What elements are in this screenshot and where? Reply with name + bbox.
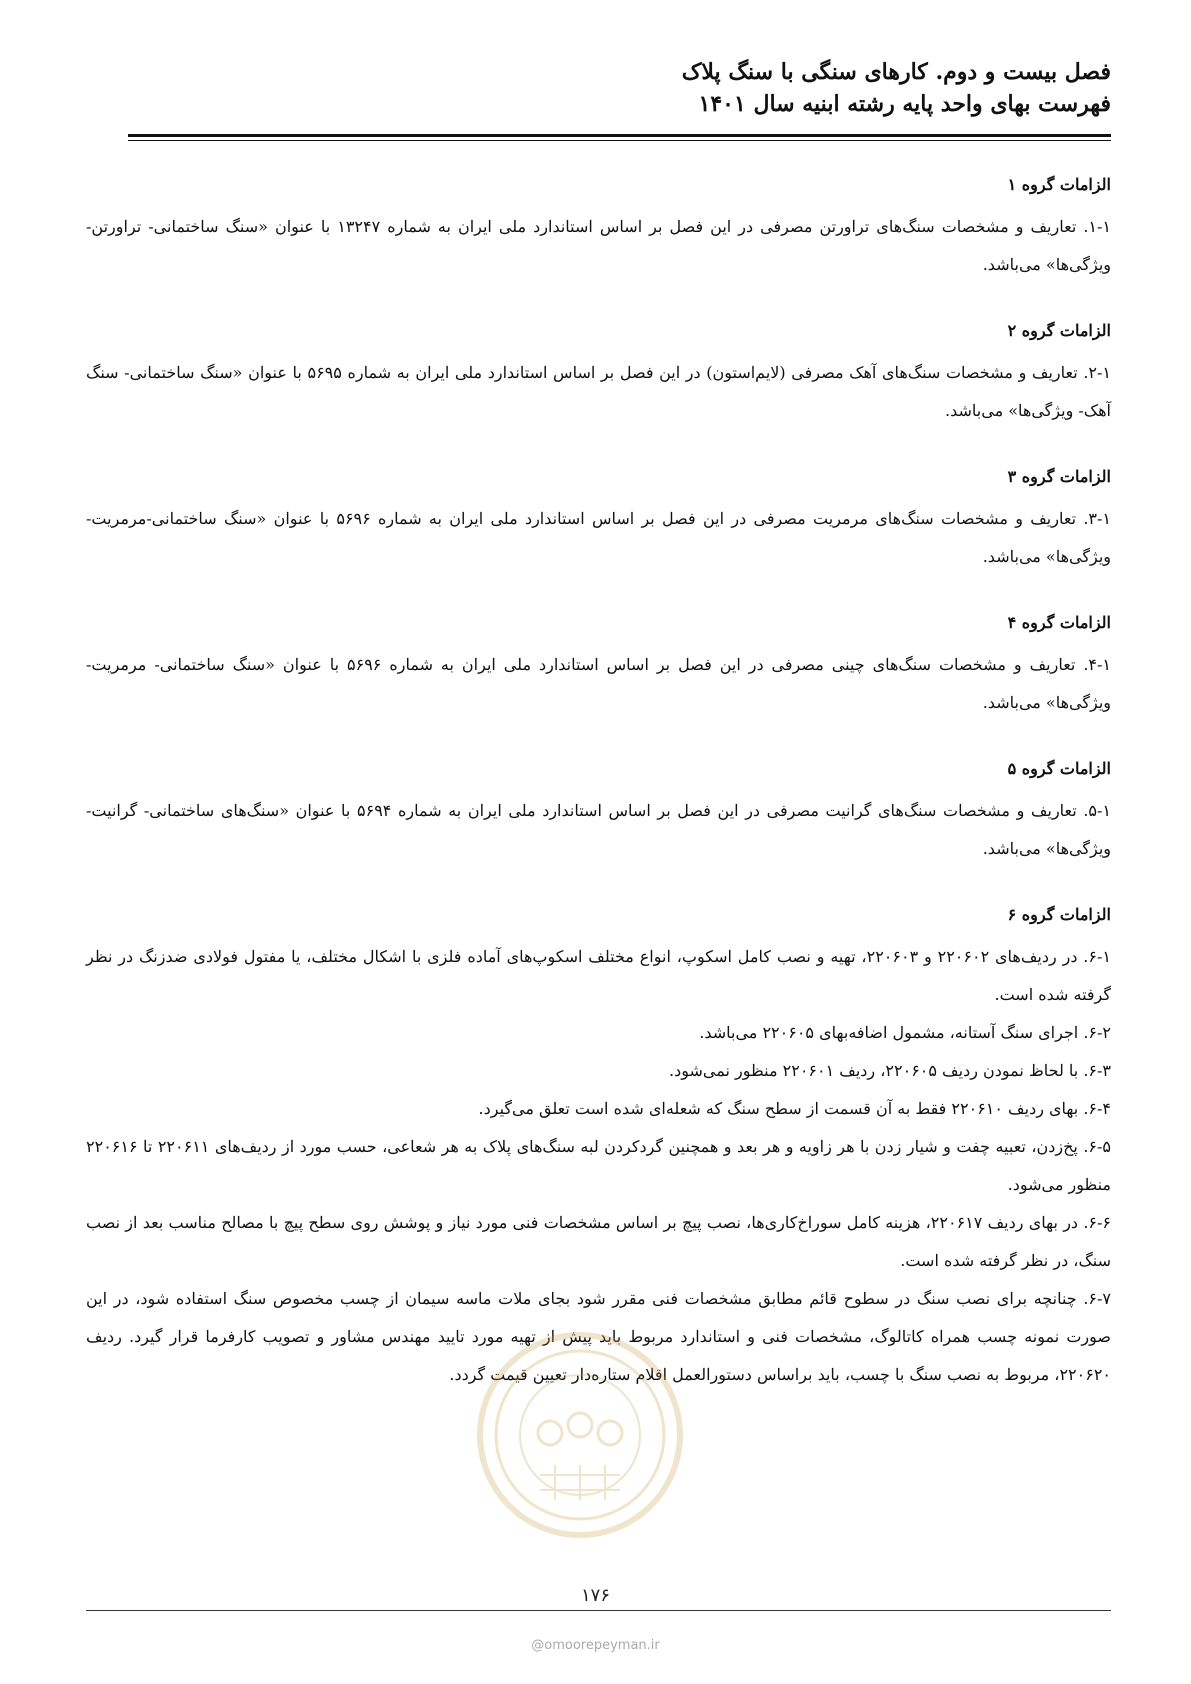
chapter-title: فصل بیست و دوم. کارهای سنگی با سنگ پلاک [681, 59, 1111, 85]
header-rule-thick [128, 134, 1111, 137]
section-group-3 [86, 462, 1111, 576]
section-heading: الزامات گروه ۱ [1007, 175, 1111, 194]
price-list-title: فهرست بهای واحد پایه رشته ابنیه سال ۱۴۰۱ [698, 91, 1111, 117]
section-group-1 [86, 170, 1111, 284]
section-heading: الزامات گروه ۴ [1007, 613, 1111, 632]
watermark-handle: @omoorepeyman.ir [531, 1638, 660, 1653]
requirement-paragraph: ۶-۷. چنانچه برای نصب سنگ در سطوح قائم مطابق مشخصات فنی مقرر شود بجای ملات ماسه سیمان از چسب مخصوص سنگ استفاده شود، در این صورت نمونه چسب همراه کاتالوگ، مشخصات فنی و استاندارد مربوط باید پیش از تهیه مورد تایید مهندس مشاور و تصویب کارفرما قرار گیرد. ردیف ۲۲۰۶۲۰، مربوط به نصب سنگ با چسب، باید براساس دستورالعمل اقلام ستاره‌دار تعیین قیمت گردد. [86, 1289, 1111, 1384]
section-group-2 [86, 316, 1111, 430]
requirement-paragraph: ۲-۱. تعاریف و مشخصات سنگ‌های آهک مصرفی (لایم‌استون) در این فصل بر اساس استاندارد ملی ایران به شماره ۵۶۹۵ با عنوان «سنگ ساختمانی- سنگ آهک- ویژگی‌ها» می‌باشد. [86, 363, 1111, 420]
requirement-paragraph: ۵-۱. تعاریف و مشخصات سنگ‌های گرانیت مصرفی در این فصل بر اساس استاندارد ملی ایران به شماره ۵۶۹۴ با عنوان «سنگ‌های ساختمانی- گرانیت- ویژگی‌ها» می‌باشد. [86, 801, 1112, 858]
footer-rule [86, 1610, 1111, 1611]
requirement-paragraph: ۶-۱. در ردیف‌های ۲۲۰۶۰۲ و ۲۲۰۶۰۳، تهیه و نصب کامل اسکوپ، انواع مختلف اسکوپ‌های آماده فلزی با اشکال مختلف، یا مفتول فولادی ضدزنگ در نظر گرفته شده است. [86, 947, 1111, 1004]
section-heading: الزامات گروه ۳ [1007, 467, 1111, 486]
section-heading: الزامات گروه ۵ [1007, 759, 1111, 778]
requirement-paragraph: ۶-۲. اجرای سنگ آستانه، مشمول اضافه‌بهای ۲۲۰۶۰۵ می‌باشد. [699, 1023, 1111, 1042]
requirement-paragraph: ۱-۱. تعاریف و مشخصات سنگ‌های تراورتن مصرفی در این فصل بر اساس استاندارد ملی ایران به شماره ۱۳۲۴۷ با عنوان «سنگ ساختمانی- تراورتن- ویژگی‌ها» می‌باشد. [86, 217, 1111, 274]
section-group-4 [86, 608, 1111, 722]
page-header [128, 56, 1111, 120]
section-heading: الزامات گروه ۶ [1007, 905, 1111, 924]
requirement-paragraph: ۴-۱. تعاریف و مشخصات سنگ‌های چینی مصرفی در این فصل بر اساس استاندارد ملی ایران به شماره ۵۶۹۶ با عنوان «سنگ ساختمانی- مرمریت- ویژگی‌ها» می‌باشد. [86, 655, 1112, 712]
header-rule-thin [128, 140, 1111, 141]
page-content [86, 160, 1111, 1426]
section-group-5 [86, 754, 1111, 868]
requirement-paragraph: ۶-۴. بهای ردیف ۲۲۰۶۱۰ فقط به آن قسمت از سطح سنگ که شعله‌ای شده است تعلق می‌گیرد. [478, 1099, 1111, 1118]
section-heading: الزامات گروه ۲ [1007, 321, 1111, 340]
requirement-paragraph: ۳-۱. تعاریف و مشخصات سنگ‌های مرمریت مصرفی در این فصل بر اساس استاندارد ملی ایران به شماره ۵۶۹۶ با عنوان «سنگ ساختمانی-مرمریت- ویژگی‌ها» می‌باشد. [86, 509, 1111, 566]
section-group-6 [86, 900, 1111, 1394]
requirement-paragraph: ۶-۶. در بهای ردیف ۲۲۰۶۱۷، هزینه کامل سوراخ‌کاری‌ها، نصب پیچ بر اساس مشخصات فنی مورد نیاز و پوشش روی سطح پیچ با مصالح مناسب بعد از نصب سنگ، در نظر گرفته شده است. [86, 1213, 1111, 1270]
requirement-paragraph: ۶-۵. پخ‌زدن، تعبیه چفت و شیار زدن با هر زاویه و هر بعد و همچنین گردکردن لبه سنگ‌های پلاک به هر شعاعی، حسب مورد از ردیف‌های ۲۲۰۶۱۱ تا ۲۲۰۶۱۶ منظور می‌شود. [86, 1137, 1112, 1194]
page-number: ۱۷۶ [580, 1585, 610, 1606]
requirement-paragraph: ۶-۳. با لحاظ نمودن ردیف ۲۲۰۶۰۵، ردیف ۲۲۰۶۰۱ منظور نمی‌شود. [669, 1061, 1111, 1080]
